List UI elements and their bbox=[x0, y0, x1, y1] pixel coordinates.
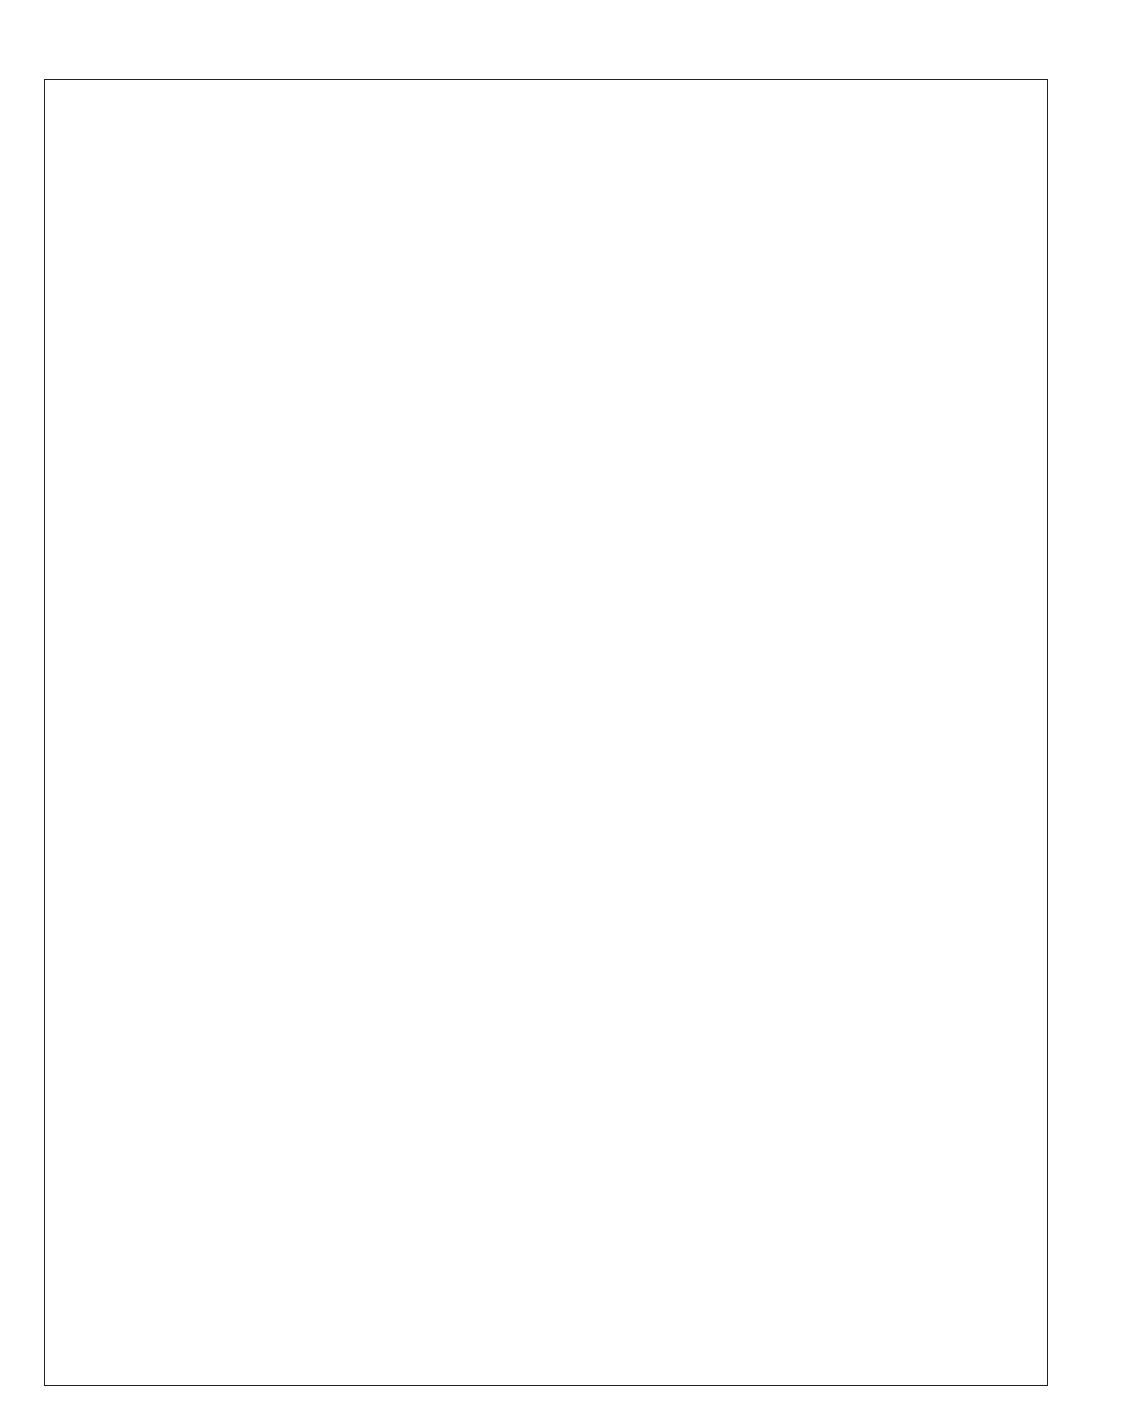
contact-arrangement-table bbox=[44, 79, 1048, 1386]
